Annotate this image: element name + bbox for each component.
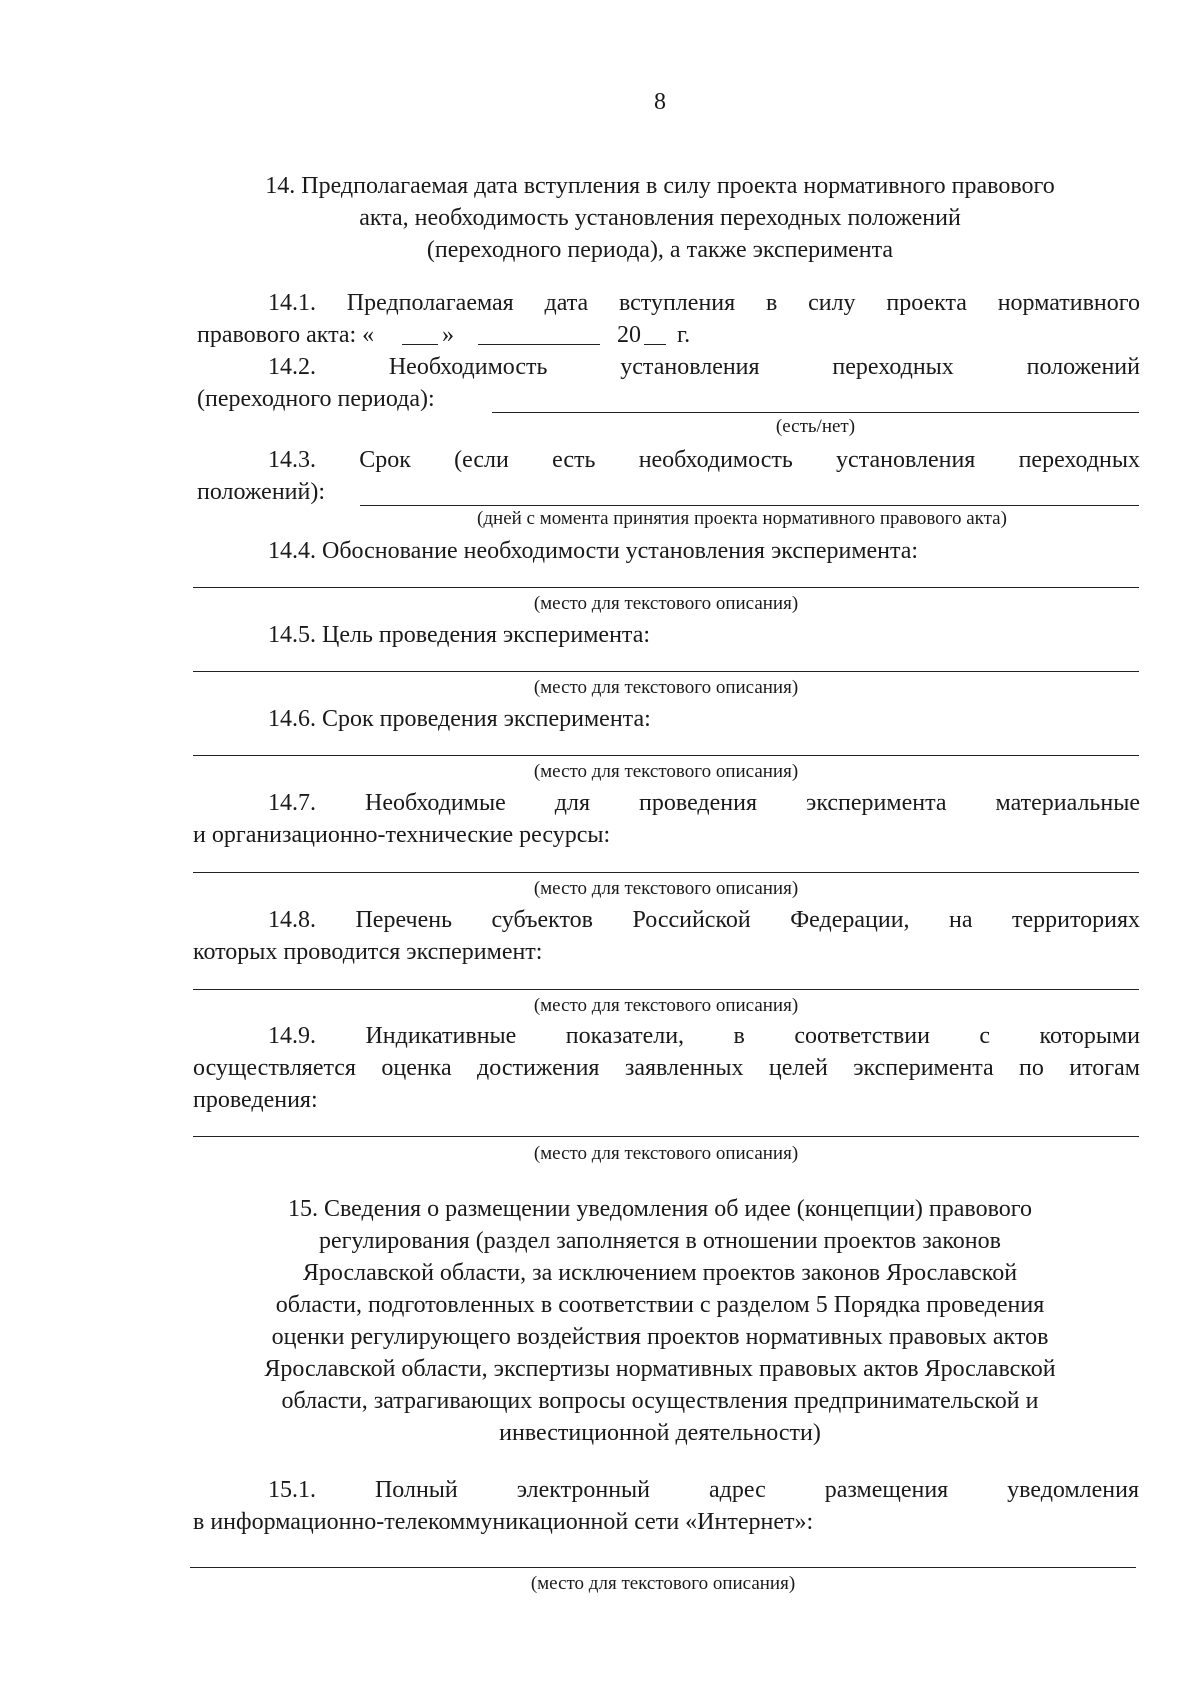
fill-in-line [193,989,1139,990]
fill-in-line [193,671,1139,672]
paragraph-line: проведения: [193,1087,318,1113]
field-caption: (место для текстового описания) [533,593,799,614]
field-caption: (дней с момента принятия проекта нормативного правового акта) [477,508,1007,529]
paragraph-line: 14.4. Обоснование необходимости установления эксперимента: [268,538,919,564]
page-number: 8 [654,89,666,115]
paragraph-line: (переходного периода): [197,386,435,412]
heading-line: Ярославской области, экспертизы нормативных правовых актов Ярославской [264,1356,1056,1382]
fill-in-line [193,755,1139,756]
paragraph-line: 14.9. Индикативные показатели, в соответствии с которыми [268,1023,1140,1049]
heading-line: области, подготовленных в соответствии с разделом 5 Порядка проведения [275,1292,1045,1318]
year-prefix: 20 [617,322,641,348]
field-caption: (место для текстового описания) [533,1143,799,1164]
quote-close: » [442,322,454,348]
day-blank-line [402,344,438,345]
field-caption: (место для текстового описания) [533,878,799,899]
paragraph-line: 14.6. Срок проведения эксперимента: [268,706,651,732]
fill-in-line [492,412,1139,413]
fill-in-line [193,872,1139,873]
fill-in-line [193,1136,1139,1137]
heading-line: 15. Сведения о размещении уведомления об идее (концепции) правового [287,1196,1033,1222]
paragraph-line: и организационно-технические ресурсы: [193,822,611,848]
heading-line: инвестиционной деятельности) [499,1420,821,1446]
paragraph-line: 15.1. Полный электронный адрес размещения уведомления [268,1477,1139,1503]
field-caption: (место для текстового описания) [533,995,799,1016]
heading-line: 14. Предполагаемая дата вступления в силу проекта нормативного правового [265,173,1055,199]
heading-line: оценки регулирующего воздействия проектов нормативных правовых актов [271,1324,1049,1350]
paragraph-line: которых проводится эксперимент: [193,939,543,965]
month-blank-line [478,344,600,345]
paragraph-line: 14.7. Необходимые для проведения эксперимента материальные [268,790,1140,816]
year-suffix: г. [677,322,691,348]
field-caption: (место для текстового описания) [533,677,799,698]
heading-line: (переходного периода), а также эксперимента [426,237,894,263]
heading-line: области, затрагивающих вопросы осуществления предпринимательской и [281,1388,1039,1414]
heading-line: акта, необходимость установления переходных положений [359,205,961,231]
paragraph-line: правового акта: « [197,322,375,348]
paragraph-line: 14.3. Срок (если есть необходимость установления переходных [268,447,1140,473]
paragraph-line: 14.1. Предполагаемая дата вступления в силу проекта нормативного [268,290,1140,316]
field-caption: (место для текстового описания) [533,761,799,782]
paragraph-line: положений): [197,479,326,505]
paragraph-line: в информационно-телекоммуникационной сети «Интернет»: [193,1509,814,1535]
paragraph-line: 14.2. Необходимость установления переходных положений [268,354,1140,380]
fill-in-line [360,505,1139,506]
year-blank-line [644,344,666,345]
paragraph-line: осуществляется оценка достижения заявленных целей эксперимента по итогам [193,1055,1140,1081]
fill-in-line [190,1567,1136,1568]
field-caption: (есть/нет) [775,416,856,437]
heading-line: регулирования (раздел заполняется в отношении проектов законов [319,1228,1001,1254]
paragraph-line: 14.8. Перечень субъектов Российской Федерации, на территориях [268,907,1140,933]
fill-in-line [193,587,1139,588]
heading-line: Ярославской области, за исключением проектов законов Ярославской [302,1260,1018,1286]
paragraph-line: 14.5. Цель проведения эксперимента: [268,622,651,648]
field-caption: (место для текстового описания) [530,1573,796,1594]
